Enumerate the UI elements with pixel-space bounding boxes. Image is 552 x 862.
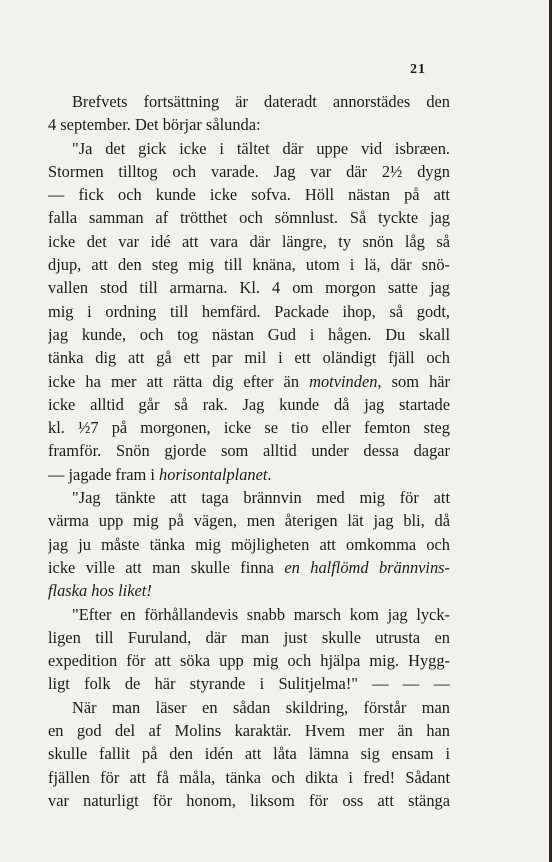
text-line: — jagade fram i horisontalplanet. bbox=[48, 464, 272, 484]
text-line: "Efter en förhållandevis snabb marsch kom jag lyck- bbox=[72, 604, 450, 624]
text-line: "Ja det gick icke i tältet där uppe vid isbræen. bbox=[72, 138, 450, 158]
text-line: Stormen tilltog och varade. Jag var där 2½ dygn bbox=[48, 161, 450, 181]
text-line: tänka dig att gå ett par mil i ett oländigt fjäll och bbox=[48, 348, 450, 368]
text-line: en god del af Molins karaktär. Hvem mer än han bbox=[48, 721, 450, 741]
text-line: icke ville att man skulle finna en halflömd brännvins- bbox=[48, 557, 450, 577]
text-line: vallen stod till armarna. Kl. 4 om morgon satte jag bbox=[48, 278, 450, 298]
page-number: 21 bbox=[410, 62, 426, 77]
text-line: — fick och kunde icke sofva. Höll nästan på att bbox=[48, 185, 450, 205]
text-line: djup, att den steg mig till knäna, utom i lä, där snö- bbox=[48, 255, 450, 275]
text-line: icke alltid går så rak. Jag kunde då jag startade bbox=[48, 394, 450, 414]
text-line: När man läser en sådan skildring, förstår man bbox=[72, 697, 450, 717]
text-line: falla samman af trötthet och sömnlust. Så tyckte jag bbox=[48, 208, 450, 228]
text-line: var naturligt för honom, liksom för oss att stänga bbox=[48, 790, 450, 810]
text-line: fjällen för att få måla, tänka och dikta i fred! Sådant bbox=[48, 767, 450, 787]
text-line: 4 september. Det börjar sålunda: bbox=[48, 115, 261, 135]
text-line: skulle fallit på den idén att låta lämna sig ensam i bbox=[48, 744, 450, 764]
text-line: mig i ordning till hemfärd. Packade ihop, så godt, bbox=[48, 301, 450, 321]
text-line: värma upp mig på vägen, men återigen lät jag bli, då bbox=[48, 511, 450, 531]
text-line: kl. ½7 på morgonen, icke se tio eller femton steg bbox=[48, 418, 450, 438]
text-line: ligen till Furuland, där man just skulle utrusta en bbox=[48, 627, 450, 647]
text-line: ligt folk de här styrande i Sulitjelma!" — — — bbox=[48, 674, 450, 694]
text-line: icke ha mer att rätta dig efter än motvinden, som här bbox=[48, 371, 450, 391]
text-line: expedition för att söka upp mig och hjälpa mig. Hygg- bbox=[48, 651, 450, 671]
body-text bbox=[48, 90, 450, 812]
text-line: jag kunde, och tog nästan Gud i hågen. Du skall bbox=[48, 324, 450, 344]
text-line: jag ju måste tänka mig möjligheten att omkomma och bbox=[48, 534, 450, 554]
text-line: Brefvets fortsättning är dateradt annorstädes den bbox=[72, 92, 450, 111]
text-line: "Jag tänkte att taga brännvin med mig för att bbox=[72, 488, 450, 508]
text-line: framför. Snön gjorde som alltid under dessa dagar bbox=[48, 441, 450, 461]
text-line: flaska hos liket! bbox=[48, 581, 152, 601]
text-line: icke det var idé att vara där längre, ty snön låg så bbox=[48, 231, 450, 251]
